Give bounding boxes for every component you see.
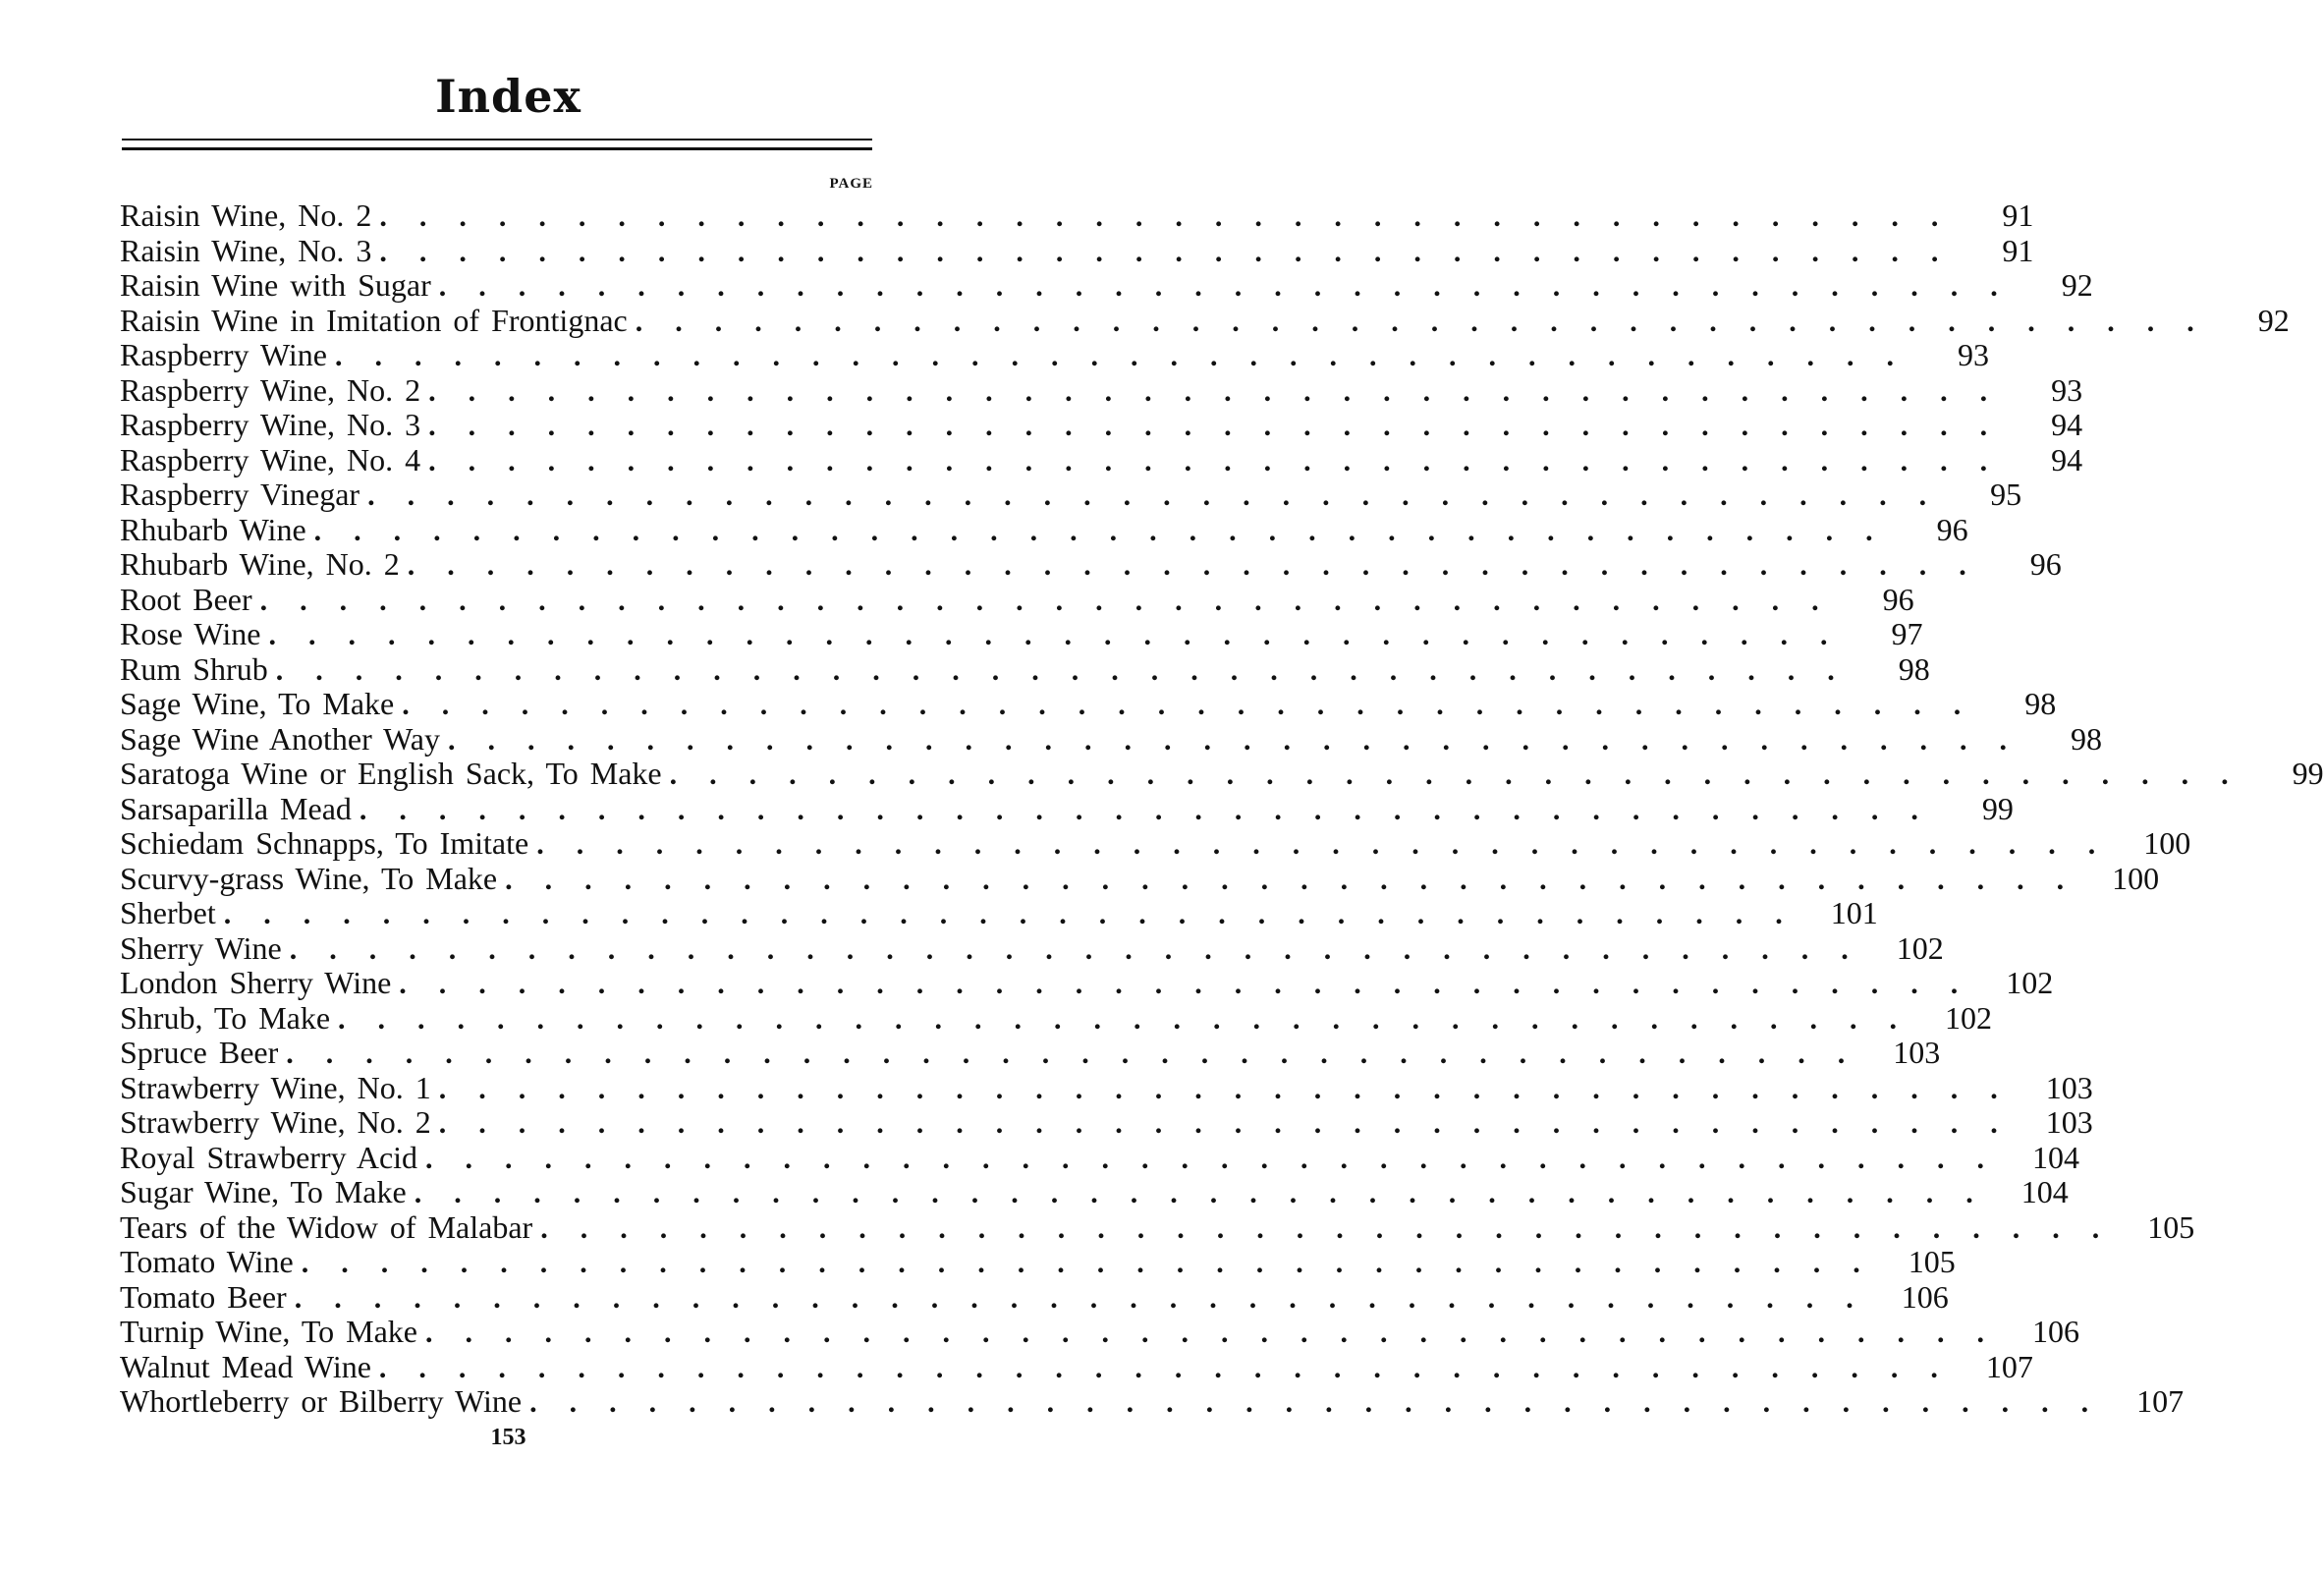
- entry-page-number: 91: [2002, 232, 2034, 268]
- entry-page-number: 100: [2143, 825, 2191, 861]
- entry-title: Rhubarb Wine: [120, 511, 306, 547]
- index-entry: [120, 965, 2054, 1001]
- index-entry: [120, 511, 1968, 548]
- entry-page-number: 95: [1990, 477, 2022, 512]
- dot-leader: ........................................: [428, 374, 2020, 408]
- entry-title: Rose Wine: [120, 616, 261, 651]
- entry-title: Whortleberry or Bilberry Wine: [120, 1383, 523, 1419]
- entry-title: Root Beer: [120, 581, 252, 617]
- index-entry: [120, 720, 2102, 758]
- dot-leader: ........................................: [399, 968, 1991, 1000]
- entry-page-number: 105: [2147, 1208, 2195, 1245]
- entry-page-number: 98: [1898, 650, 1930, 687]
- entry-page-number: 98: [2071, 720, 2102, 757]
- entry-page-number: 93: [2051, 371, 2083, 408]
- index-entry: [120, 929, 1944, 967]
- entry-page-number: 101: [1830, 895, 1878, 930]
- entry-page-number: 96: [2029, 546, 2062, 582]
- dot-leader: ........................................: [379, 200, 1971, 233]
- dot-leader: ........................................: [378, 1351, 1970, 1384]
- index-entry: [120, 302, 2290, 339]
- dot-leader: ........................................: [301, 1247, 1893, 1279]
- index-entry: [120, 581, 1914, 618]
- entry-title: Raspberry Wine: [120, 337, 327, 372]
- entry-page-number: 92: [2061, 267, 2093, 303]
- entry-page-number: 97: [1891, 616, 1923, 651]
- dot-leader: ........................................: [425, 1142, 2018, 1175]
- index-entry: [120, 407, 2083, 443]
- index-entry: [120, 1069, 2093, 1106]
- dot-leader: ........................................: [359, 793, 1951, 826]
- dot-leader: ........................................: [414, 1177, 2006, 1209]
- entry-title: Raspberry Wine, No. 4: [120, 441, 421, 477]
- entry-title: Walnut Mead Wine: [120, 1348, 371, 1384]
- entry-title: Sarsaparilla Mead: [120, 790, 352, 826]
- entry-page-number: 103: [2045, 1069, 2093, 1105]
- index-entry: [120, 267, 2093, 304]
- entry-title: Spruce Beer: [120, 1035, 279, 1070]
- entry-title: Tomato Beer: [120, 1278, 287, 1315]
- index-entry: [120, 1174, 2069, 1210]
- dot-leader: ........................................: [536, 828, 2129, 861]
- dot-leader: ........................................: [529, 1386, 2122, 1419]
- dot-leader: ........................................: [540, 1211, 2132, 1245]
- dot-leader: ........................................: [635, 305, 2227, 338]
- dot-leader: ........................................: [505, 863, 2097, 896]
- entry-page-number: 107: [2136, 1383, 2185, 1419]
- index-entry: [120, 441, 2083, 478]
- dot-leader: ........................................: [275, 653, 1867, 687]
- entry-page-number: 99: [1981, 790, 2014, 826]
- entry-title: Sugar Wine, To Make: [120, 1174, 407, 1209]
- index-entry: [120, 1278, 1949, 1316]
- entry-title: Raisin Wine, No. 3: [120, 232, 372, 268]
- index-entry: [120, 1104, 2093, 1141]
- entry-page-number: 99: [2292, 756, 2324, 791]
- title-rule-bottom: [122, 147, 872, 150]
- dot-leader: ........................................: [438, 270, 2030, 303]
- entry-page-number: 94: [2051, 441, 2083, 477]
- entry-title: Shrub, To Make: [120, 999, 331, 1036]
- index-entry: [120, 650, 1930, 688]
- entry-title: Royal Strawberry Acid: [120, 1139, 418, 1175]
- entry-title: Turnip Wine, To Make: [120, 1314, 417, 1349]
- dot-leader: ........................................: [289, 932, 1881, 966]
- index-entry: [120, 790, 2014, 827]
- entry-title: Saratoga Wine or English Sack, To Make: [120, 756, 662, 791]
- index-entry: [120, 756, 2324, 792]
- index-entry: [120, 337, 1989, 373]
- index-entry: [120, 825, 2191, 862]
- index-entry: [120, 546, 2062, 583]
- index-entry: [120, 1208, 2195, 1246]
- index-entry: [120, 232, 2034, 269]
- entry-title: Sage Wine Another Way: [120, 720, 440, 757]
- index-entry: [120, 616, 1923, 652]
- dot-leader: ........................................: [428, 444, 2020, 477]
- index-entry: [120, 1314, 2079, 1350]
- index-entry: [120, 895, 1878, 931]
- entry-title: Sherbet: [120, 895, 216, 930]
- entry-title: Scurvy-grass Wine, To Make: [120, 860, 498, 896]
- entry-page-number: 102: [1896, 929, 1944, 966]
- entry-page-number: 103: [2045, 1104, 2093, 1140]
- entry-title: Strawberry Wine, No. 2: [120, 1104, 431, 1140]
- entry-page-number: 106: [1901, 1278, 1949, 1315]
- dot-leader: ........................................: [438, 1107, 2030, 1140]
- entry-title: Tomato Wine: [120, 1244, 294, 1279]
- entry-title: Raspberry Vinegar: [120, 477, 360, 512]
- entry-page-number: 92: [2257, 302, 2290, 338]
- dot-leader: ........................................: [313, 514, 1906, 547]
- entry-title: Raspberry Wine, No. 2: [120, 371, 421, 408]
- index-entry: [120, 371, 2083, 409]
- page-title: Index: [435, 70, 581, 123]
- entry-title: London Sherry Wine: [120, 965, 392, 1000]
- entry-page-number: 106: [2032, 1314, 2079, 1349]
- entry-title: Raisin Wine, No. 2: [120, 197, 372, 233]
- entry-page-number: 103: [1893, 1035, 1941, 1070]
- entry-title: Sage Wine, To Make: [120, 686, 395, 721]
- entry-title: Raisin Wine in Imitation of Frontignac: [120, 302, 628, 338]
- entry-title: Raspberry Wine, No. 3: [120, 407, 421, 442]
- index-entry: [120, 999, 1993, 1037]
- entry-title: Strawberry Wine, No. 1: [120, 1069, 431, 1105]
- dot-leader: ........................................: [334, 340, 1926, 372]
- entry-page-number: 93: [1957, 337, 1989, 372]
- index-entry: [120, 197, 2034, 234]
- entry-page-number: 91: [2002, 197, 2034, 233]
- entry-title: Tears of the Widow of Malabar: [120, 1208, 533, 1245]
- entry-page-number: 100: [2112, 860, 2160, 896]
- page-column-label: PAGE: [829, 176, 873, 192]
- title-rule-top: [122, 139, 872, 140]
- dot-leader: ........................................: [259, 584, 1852, 617]
- entry-page-number: 96: [1936, 511, 1968, 547]
- dot-leader: ........................................: [223, 898, 1815, 930]
- entry-title: Schiedam Schnapps, To Imitate: [120, 825, 529, 861]
- dot-leader: ........................................: [402, 689, 1994, 721]
- index-entry: [120, 477, 2022, 513]
- entry-title: Sherry Wine: [120, 929, 282, 966]
- index-entry: [120, 686, 2057, 722]
- dot-leader: ........................................: [338, 1002, 1930, 1036]
- index-entry: [120, 1244, 1956, 1280]
- page-number: 153: [490, 1425, 526, 1450]
- entry-page-number: 107: [1985, 1348, 2033, 1384]
- index-entry: [120, 860, 2160, 897]
- dot-leader: ........................................: [438, 1072, 2030, 1105]
- entry-title: Raisin Wine with Sugar: [120, 267, 431, 303]
- entry-page-number: 98: [2024, 686, 2057, 721]
- dot-leader: ........................................: [294, 1281, 1886, 1315]
- dot-leader: ........................................: [286, 1038, 1878, 1070]
- dot-leader: ........................................: [379, 235, 1971, 268]
- dot-leader: ........................................: [407, 549, 1999, 582]
- entry-page-number: 104: [2032, 1139, 2080, 1175]
- dot-leader: ........................................: [448, 723, 2039, 757]
- entry-page-number: 104: [2020, 1174, 2069, 1209]
- entry-title: Rhubarb Wine, No. 2: [120, 546, 400, 582]
- index-entry: [120, 1035, 1941, 1071]
- dot-leader: ........................................: [669, 758, 2261, 791]
- dot-leader: ........................................: [425, 1317, 2017, 1349]
- entry-page-number: 94: [2051, 407, 2083, 442]
- dot-leader: ........................................: [367, 479, 1960, 512]
- index-entry-list: [120, 197, 2324, 1420]
- entry-title: Rum Shrub: [120, 650, 268, 687]
- dot-leader: ........................................: [268, 619, 1860, 651]
- entry-page-number: 102: [1945, 999, 1993, 1036]
- entry-page-number: 102: [2006, 965, 2054, 1000]
- entry-page-number: 96: [1882, 581, 1914, 617]
- entry-page-number: 105: [1908, 1244, 1956, 1279]
- index-entry: [120, 1139, 2080, 1176]
- dot-leader: ........................................: [428, 410, 2020, 442]
- index-entry: [120, 1348, 2033, 1385]
- index-entry: [120, 1383, 2185, 1420]
